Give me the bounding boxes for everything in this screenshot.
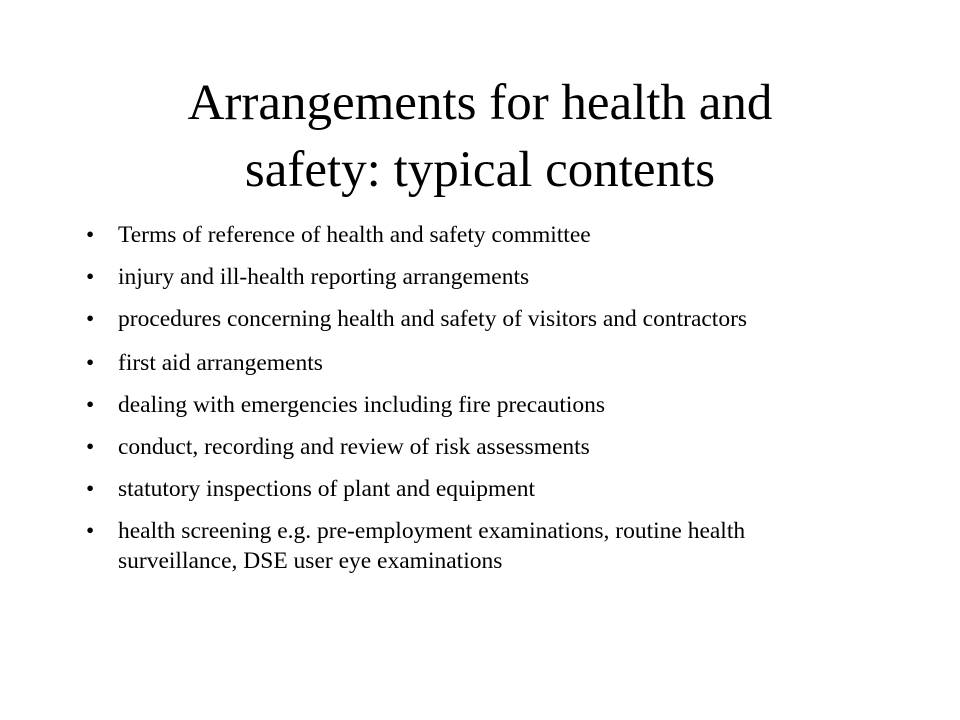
bullet-item-risk-assessments bbox=[86, 432, 846, 462]
slide-title-line-1: Arrangements for health and bbox=[187, 75, 773, 131]
bullet-item-committee bbox=[86, 220, 846, 250]
bullet-item-health-screening bbox=[86, 516, 846, 576]
bullet-item-visitors-contractors bbox=[86, 304, 846, 334]
bullet-marker: • bbox=[86, 434, 95, 460]
bullet-text: conduct, recording and review of risk assessments bbox=[118, 434, 590, 460]
bullet-item-emergencies bbox=[86, 390, 846, 420]
bullet-item-first-aid bbox=[86, 348, 846, 378]
bullet-marker: • bbox=[86, 476, 95, 502]
bullet-item-inspections bbox=[86, 474, 846, 504]
bullet-text: procedures concerning health and safety of visitors and contractors bbox=[118, 306, 748, 332]
bullet-text: dealing with emergencies including fire precautions bbox=[118, 392, 606, 418]
bullet-marker: • bbox=[86, 392, 95, 418]
bullet-item-reporting bbox=[86, 262, 846, 292]
bullet-marker: • bbox=[86, 264, 95, 290]
slide-title-line-2: safety: typical contents bbox=[244, 142, 716, 198]
bullet-text: statutory inspections of plant and equipment bbox=[118, 476, 536, 502]
bullet-text: first aid arrangements bbox=[118, 350, 323, 376]
bullet-list bbox=[86, 220, 846, 590]
bullet-marker: • bbox=[86, 518, 95, 544]
bullet-marker: • bbox=[86, 350, 95, 376]
bullet-text: Terms of reference of health and safety committee bbox=[118, 222, 591, 248]
bullet-text: health screening e.g. pre-employment examinations, routine health surveillance, DSE user eye examinations bbox=[118, 518, 746, 574]
bullet-marker: • bbox=[86, 306, 95, 332]
bullet-text: injury and ill-health reporting arrangements bbox=[118, 264, 530, 290]
slide-title bbox=[60, 70, 900, 204]
bullet-marker: • bbox=[86, 222, 95, 248]
